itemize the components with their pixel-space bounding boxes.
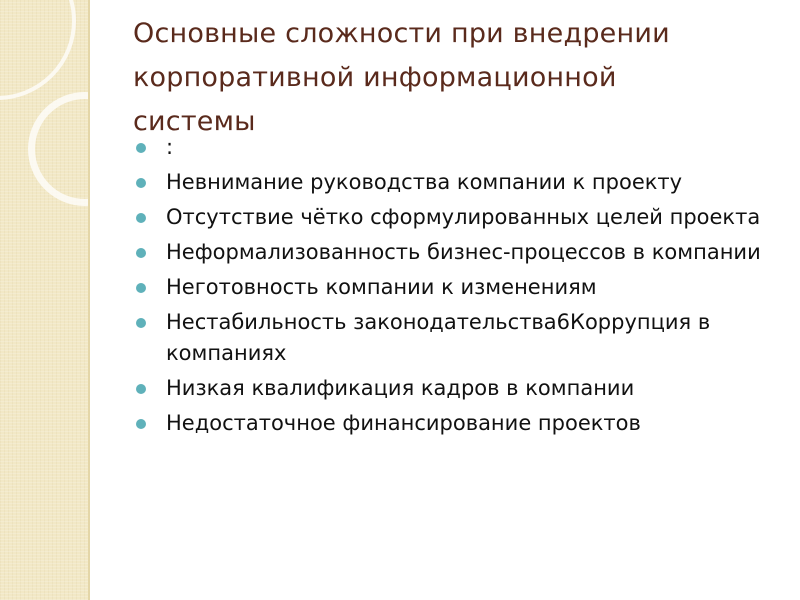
bullet-item [136,272,776,303]
bullet-item [136,132,776,163]
bullet-list [136,132,776,443]
bullet-text: : [166,135,174,159]
bullet-item [136,408,776,439]
bullet-marker-icon [136,318,146,328]
bullet-marker-icon [136,143,146,153]
bullet-item [136,167,776,198]
decorative-side-band [0,0,90,600]
bullet-item [136,202,776,233]
bullet-marker-icon [136,248,146,258]
bullet-text: Недостаточное финансирование проектов [166,411,641,435]
slide-title: Основные сложности при внедрении корпоративной информационной системы [133,18,670,137]
bullet-text: Низкая квалификация кадров в компании [166,376,635,400]
decorative-ring-middle [28,92,90,206]
decorative-ring-top [0,0,76,100]
bullet-marker-icon [136,213,146,223]
bullet-text: Неформализованность бизнес-процессов в компании [166,240,761,264]
bullet-item [136,373,776,404]
bullet-marker-icon [136,283,146,293]
bullet-text: Невнимание руководства компании к проекту [166,170,683,194]
bullet-marker-icon [136,384,146,394]
bullet-item [136,307,776,369]
bullet-text: Отсутствие чётко сформулированных целей проекта [166,205,761,229]
bullet-text: Неготовность компании к изменениям [166,275,597,299]
bullet-marker-icon [136,178,146,188]
bullet-text: Нестабильность законодательства6Коррупция в компаниях [166,310,711,365]
bullet-item [136,237,776,268]
bullet-marker-icon [136,419,146,429]
